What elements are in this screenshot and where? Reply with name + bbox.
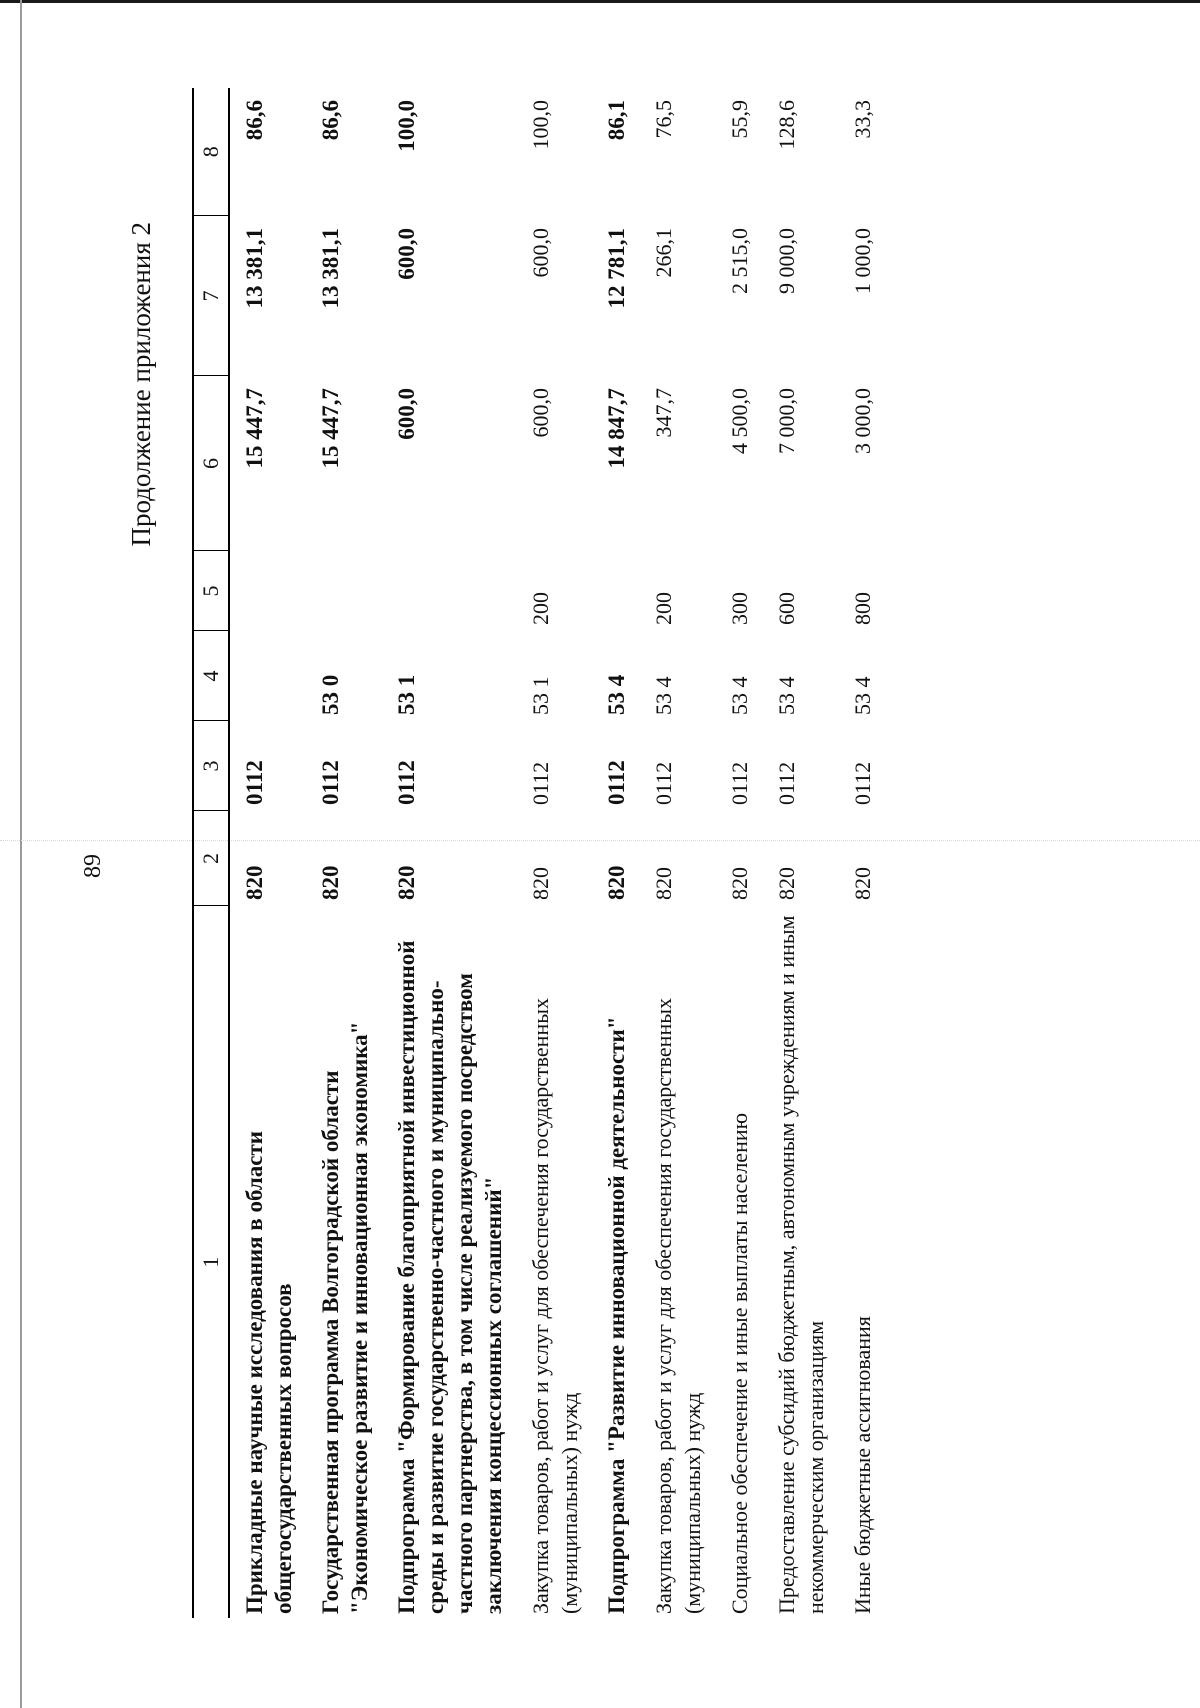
cell-c3: 0112 bbox=[242, 760, 267, 805]
col-header-3: 3 bbox=[193, 721, 229, 811]
cell-c5 bbox=[229, 551, 306, 631]
cell-c4: 53 4 bbox=[727, 676, 752, 715]
table-row bbox=[306, 88, 382, 1618]
cell-c3: 0112 bbox=[604, 760, 629, 805]
cell-c3: 0112 bbox=[394, 760, 419, 805]
cell-c6: 600,0 bbox=[394, 388, 419, 440]
cell-c8: 100,0 bbox=[528, 100, 553, 150]
row-name: Подпрограмма "Формирование благоприятной инвестиционной среды и развитие государственно-частного и муниципально-частного партнерства, в том числе реализуемого посредством заключения концессионных соглашений" bbox=[394, 940, 506, 1614]
cell-c5 bbox=[382, 551, 516, 631]
appendix-caption: Продолжение приложения 2 bbox=[126, 222, 156, 547]
table-row bbox=[639, 88, 715, 1618]
cell-c7: 1 000,0 bbox=[850, 228, 875, 294]
cell-c3: 0112 bbox=[651, 761, 676, 805]
col-header-1: 1 bbox=[193, 906, 229, 1618]
cell-c4: 53 1 bbox=[528, 676, 553, 715]
cell-c8: 86,1 bbox=[604, 100, 629, 141]
cell-c3: 0112 bbox=[528, 761, 553, 805]
row-name: Подпрограмма "Развитие инновационной деятельности" bbox=[604, 1016, 629, 1614]
cell-c8: 33,3 bbox=[850, 100, 875, 139]
cell-c5: 300 bbox=[727, 592, 752, 625]
cell-c3: 0112 bbox=[774, 761, 799, 805]
table-row bbox=[382, 88, 516, 1618]
cell-c2: 820 bbox=[651, 867, 676, 900]
table-row bbox=[229, 88, 306, 1618]
cell-c7: 13 381,1 bbox=[318, 228, 343, 309]
cell-c7: 266,1 bbox=[651, 228, 676, 278]
cell-c3: 0112 bbox=[850, 761, 875, 805]
row-name: Закупка товаров, работ и услуг для обеспечения государственных (муниципальных) нужд bbox=[528, 997, 582, 1614]
cell-c5 bbox=[592, 551, 639, 631]
cell-c6: 14 847,7 bbox=[604, 388, 629, 469]
cell-c5: 600 bbox=[774, 592, 799, 625]
cell-c7: 13 381,1 bbox=[242, 228, 267, 309]
cell-c4: 53 1 bbox=[394, 674, 419, 715]
cell-c4: 53 4 bbox=[651, 676, 676, 715]
cell-c2: 820 bbox=[242, 865, 267, 900]
cell-c6: 600,0 bbox=[528, 388, 553, 438]
cell-c2: 820 bbox=[774, 867, 799, 900]
cell-c2: 820 bbox=[318, 865, 343, 900]
row-name: Закупка товаров, работ и услуг для обеспечения государственных (муниципальных) нужд bbox=[651, 997, 705, 1614]
cell-c4: 53 4 bbox=[774, 676, 799, 715]
cell-c8: 86,6 bbox=[318, 100, 343, 141]
col-header-4: 4 bbox=[193, 631, 229, 721]
cell-c2: 820 bbox=[394, 865, 419, 900]
cell-c8: 86,6 bbox=[242, 100, 267, 141]
cell-c4 bbox=[229, 631, 306, 721]
row-name: Прикладные научные исследования в области общегосударственных вопросов bbox=[242, 1130, 296, 1614]
cell-c4: 53 0 bbox=[318, 674, 343, 715]
col-header-5: 5 bbox=[193, 551, 229, 631]
cell-c4: 53 4 bbox=[604, 674, 629, 715]
cell-c2: 820 bbox=[727, 867, 752, 900]
cell-c8: 76,5 bbox=[651, 100, 676, 139]
cell-c8: 128,6 bbox=[774, 100, 799, 150]
table-row bbox=[516, 88, 592, 1618]
table-row bbox=[715, 88, 762, 1618]
cell-c5 bbox=[306, 551, 382, 631]
cell-c7: 12 781,1 bbox=[604, 228, 629, 309]
cell-c4: 53 4 bbox=[850, 676, 875, 715]
table-row bbox=[762, 88, 838, 1618]
cell-c3: 0112 bbox=[318, 760, 343, 805]
cell-c2: 820 bbox=[528, 867, 553, 900]
cell-c6: 4 500,0 bbox=[727, 388, 752, 454]
cell-c5: 200 bbox=[651, 592, 676, 625]
cell-c7: 600,0 bbox=[528, 228, 553, 278]
cell-c8: 55,9 bbox=[727, 100, 752, 139]
cell-c3: 0112 bbox=[727, 761, 752, 805]
row-name: Государственная программа Волгоградской области "Экономическое развитие и инновационная экономика" bbox=[318, 1021, 372, 1614]
row-name: Социальное обеспечение и иные выплаты населению bbox=[727, 1112, 752, 1614]
page-number: 89 bbox=[80, 854, 106, 878]
cell-c6: 15 447,7 bbox=[318, 388, 343, 469]
budget-table bbox=[192, 88, 885, 1618]
row-name: Предоставление субсидий бюджетным, автономным учреждениям и иным некоммерческим организациям bbox=[774, 915, 828, 1614]
col-header-8: 8 bbox=[193, 88, 229, 216]
cell-c6: 347,7 bbox=[651, 388, 676, 438]
cell-c7: 9 000,0 bbox=[774, 228, 799, 294]
table-row bbox=[838, 88, 885, 1618]
table-row bbox=[592, 88, 639, 1618]
cell-c2: 820 bbox=[850, 867, 875, 900]
cell-c6: 3 000,0 bbox=[850, 388, 875, 454]
cell-c7: 600,0 bbox=[394, 228, 419, 280]
col-header-2: 2 bbox=[193, 811, 229, 906]
col-header-6: 6 bbox=[193, 376, 229, 551]
cell-c2: 820 bbox=[604, 865, 629, 900]
col-header-7: 7 bbox=[193, 216, 229, 376]
column-header-row bbox=[193, 88, 229, 1618]
cell-c6: 7 000,0 bbox=[774, 388, 799, 454]
row-name: Иные бюджетные ассигнования bbox=[850, 1316, 875, 1614]
cell-c5: 200 bbox=[528, 592, 553, 625]
cell-c6: 15 447,7 bbox=[242, 388, 267, 469]
cell-c8: 100,0 bbox=[394, 100, 419, 152]
cell-c7: 2 515,0 bbox=[727, 228, 752, 294]
cell-c5: 800 bbox=[850, 592, 875, 625]
